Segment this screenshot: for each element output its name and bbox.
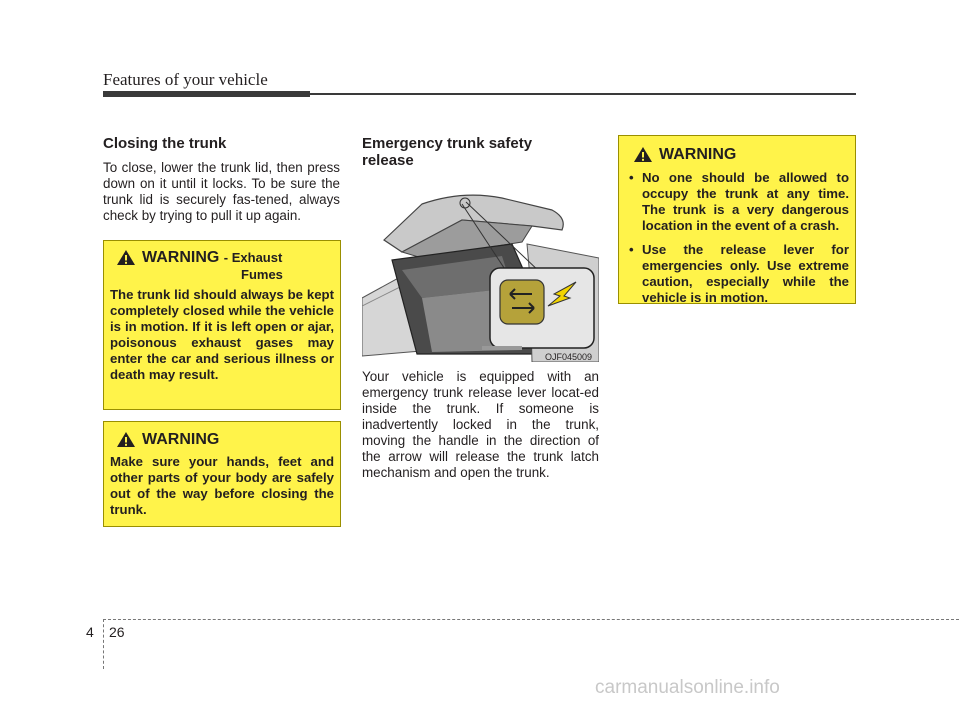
warning-triangle-icon	[116, 249, 136, 266]
trunk-release-illustration	[362, 178, 599, 362]
page-header-title: Features of your vehicle	[103, 70, 268, 89]
warning-hands-title: WARNING	[142, 431, 220, 448]
emergency-body-block	[362, 369, 599, 481]
header-rule-thick	[103, 91, 310, 97]
warning-exhaust-title: WARNING	[142, 249, 220, 266]
warning-hands-box	[103, 421, 341, 527]
page-number: 26	[109, 624, 125, 640]
warning-hands-header	[110, 431, 334, 449]
emergency-heading-line2: release	[362, 152, 414, 169]
warning-exhaust-header	[110, 249, 334, 282]
warning-trunk-header	[627, 146, 849, 164]
emergency-heading-block	[362, 135, 599, 169]
warning-trunk-list	[627, 170, 849, 306]
warning-triangle-icon	[116, 431, 136, 448]
emergency-heading-line1: Emergency trunk safety	[362, 135, 533, 152]
footer-rule	[103, 619, 959, 620]
closing-body: To close, lower the trunk lid, then press down on it until it locks. To be sure the trunk lid is securely fas-tened, always check by trying to pull it up again.	[103, 160, 340, 223]
watermark: carmanualsonline.info	[595, 677, 780, 698]
header-rule-thin	[310, 93, 856, 95]
closing-heading: Closing the trunk	[103, 135, 227, 152]
warning-exhaust-subtitle-1: - Exhaust	[223, 250, 283, 265]
warning-trunk-title: WARNING	[659, 146, 737, 163]
warning-hands-body: Make sure your hands, feet and other parts of your body are safely out of the way before closing the trunk.	[110, 454, 334, 517]
section-number: 4	[86, 624, 94, 640]
warning-exhaust-box	[103, 240, 341, 410]
emergency-body: Your vehicle is equipped with an emergency trunk release lever locat-ed inside the trunk. If someone is inadvertently locked in the trunk, moving the handle in the direction of the arrow will release the trunk latch mechanism and open the trunk.	[362, 369, 599, 480]
warning-trunk-item: • No one should be allowed to occupy the trunk at any time. The trunk is a very dangerous location in the event of a crash.	[627, 170, 849, 234]
warning-trunk-item: • Use the release lever for emergencies only. Use extreme caution, especially while the vehicle is in motion.	[627, 242, 849, 306]
figure-code: OJF045009	[545, 352, 593, 362]
closing-section	[103, 135, 340, 224]
warning-exhaust-body: The trunk lid should always be kept completely closed while the vehicle is in motion. If it is left open or ajar, poisonous exhaust gases may enter the car and serious illness or death may result.	[110, 287, 334, 382]
warning-exhaust-subtitle-2: Fumes	[241, 267, 283, 282]
footer-vertical-rule	[103, 619, 104, 669]
warning-trunk-box	[618, 135, 856, 304]
warning-triangle-icon	[633, 146, 653, 163]
